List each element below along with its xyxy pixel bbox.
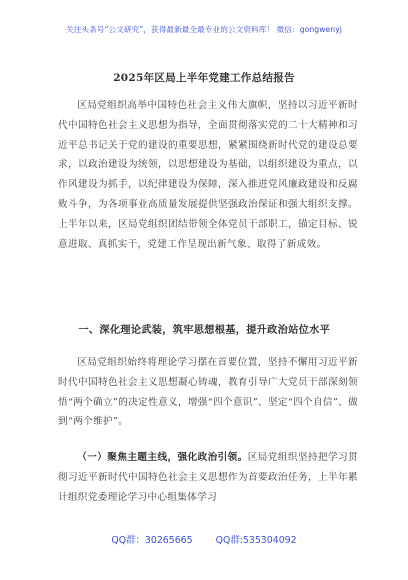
subsection1-paragraph	[58, 448, 358, 507]
footer-contact	[0, 532, 408, 546]
intro-paragraph-text: 区局党组织高举中国特色社会主义伟大旗帜，坚持以习近平新时代中国特色社会主义思想为指导，全面贯彻落实党的二十大精神和习近平总书记关于党的建设的重要思想，紧紧围绕新时代党的建设总要求，以政治建设为统领，以思想建设为基础，以组织建设为重点，以作风建设为抓手，以纪律建设为保障，深入推进党风廉政建设和反腐败斗争，为各项事业高质量发展提供坚强政治保证和强大组织支撑。上半年以来，区局党组织团结带领全体党员干部职工，锚定目标、锐意进取、真抓实干，党建工作呈现出新气象、取得了新成效。	[58, 100, 358, 250]
qq-group-2: QQ群:535304092	[215, 535, 297, 546]
promo-banner: 关注头条号“公文研究”，获得最新最全最专业的公文资料库！ 微信：gongwenyj	[66, 25, 342, 34]
section-heading-1: 一、深化理论武装，筑牢思想根基，提升政治站位水平	[78, 324, 331, 336]
qq-group-1: QQ群：30265665	[111, 535, 193, 546]
section1-paragraph	[58, 353, 358, 432]
subsection1-paragraph-text: 区局党组织坚持把学习贯彻习近平新时代中国特色社会主义思想作为首要政治任务，上半年累计组织党委理论学习中心组集体学习	[58, 452, 358, 503]
section1-paragraph-text: 区局党组织始终将理论学习摆在首要位置，坚持不懈用习近平新时代中国特色社会主义思想凝心铸魂，教育引导广大党员干部深刻领悟“两个确立”的决定性意义，增强“四个意识”、坚定“四个自信”、做到“两个维护”。	[58, 357, 359, 428]
document-title: 2025年区局上半年党建工作总结报告	[113, 72, 295, 84]
subsection-heading-1: （一）聚焦主题主线，强化政治引领。	[77, 452, 248, 463]
subsection1-paragraph-body	[58, 448, 358, 507]
intro-paragraph	[58, 96, 358, 254]
